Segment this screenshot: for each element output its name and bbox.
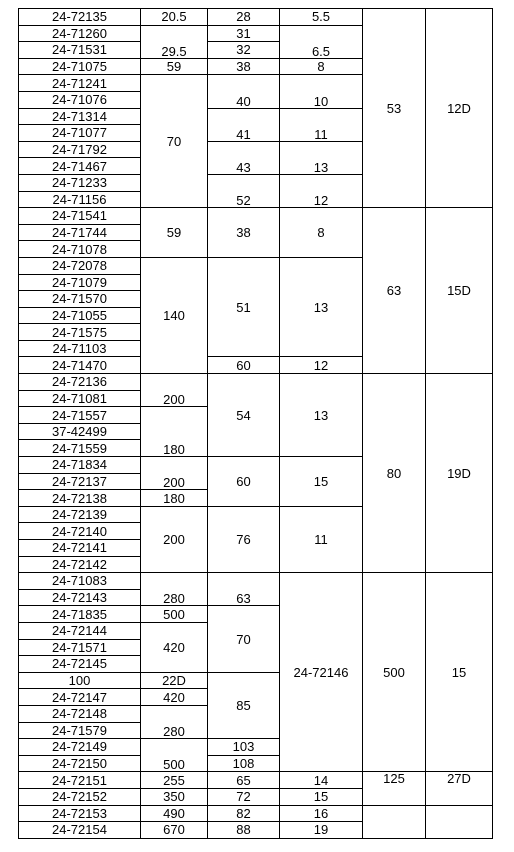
part-number: 24-71314 — [19, 108, 141, 125]
col4-value: 15 — [280, 457, 363, 507]
col6-value: 15 — [426, 573, 493, 772]
col2-value: 350 — [141, 788, 208, 805]
part-number: 24-71077 — [19, 125, 141, 142]
part-number: 24-71834 — [19, 457, 141, 474]
col3-value: 70 — [208, 606, 280, 672]
col4-value: 24-72146 — [280, 573, 363, 772]
part-number: 24-71570 — [19, 291, 141, 308]
part-number: 24-72150 — [19, 755, 141, 772]
empty-cell — [363, 805, 426, 838]
col4-value: 12 — [280, 357, 363, 374]
col4-value: 13 — [280, 257, 363, 357]
col5-value: 53 — [363, 9, 426, 208]
part-number: 24-72147 — [19, 689, 141, 706]
part-number: 100 — [19, 672, 141, 689]
col4-value: 6.5 — [280, 25, 363, 58]
table-row — [19, 573, 493, 590]
col3-value: 103 — [208, 739, 280, 756]
part-number: 24-72138 — [19, 490, 141, 507]
col4-value: 12 — [280, 174, 363, 207]
col2-value: 255 — [141, 772, 208, 789]
part-number: 24-71076 — [19, 91, 141, 108]
table-row — [19, 208, 493, 225]
part-number: 24-71541 — [19, 208, 141, 225]
col2-value: 29.5 — [141, 25, 208, 58]
col4-value: 11 — [280, 506, 363, 572]
col5-value: 125 — [363, 772, 426, 805]
part-number: 24-71260 — [19, 25, 141, 42]
part-number: 24-72148 — [19, 705, 141, 722]
col3-value: 60 — [208, 457, 280, 507]
part-number: 24-72143 — [19, 589, 141, 606]
col2-value: 180 — [141, 490, 208, 507]
part-number: 24-71156 — [19, 191, 141, 208]
part-number: 24-72144 — [19, 622, 141, 639]
col6-value: 12D — [426, 9, 493, 208]
col4-value: 19 — [280, 822, 363, 839]
part-number: 24-71075 — [19, 58, 141, 75]
col4-value: 13 — [280, 374, 363, 457]
part-number: 24-71792 — [19, 141, 141, 158]
part-number: 24-71055 — [19, 307, 141, 324]
col6-value: 15D — [426, 208, 493, 374]
part-number: 24-72078 — [19, 257, 141, 274]
table-row — [19, 9, 493, 26]
col3-value: 88 — [208, 822, 280, 839]
col3-value: 82 — [208, 805, 280, 822]
part-number: 24-71559 — [19, 440, 141, 457]
part-number: 24-71079 — [19, 274, 141, 291]
col2-value: 500 — [141, 739, 208, 772]
part-number: 24-71078 — [19, 241, 141, 258]
col2-value: 140 — [141, 257, 208, 373]
part-number: 24-71083 — [19, 573, 141, 590]
part-number: 24-72135 — [19, 9, 141, 26]
col3-value: 63 — [208, 573, 280, 606]
col3-value: 41 — [208, 108, 280, 141]
col2-value: 280 — [141, 573, 208, 606]
col2-value: 22D — [141, 672, 208, 689]
col5-value: 500 — [363, 573, 426, 772]
table-row — [19, 772, 493, 789]
col3-value: 76 — [208, 506, 280, 572]
part-number: 24-72136 — [19, 374, 141, 391]
col2-value: 500 — [141, 606, 208, 623]
col3-value: 31 — [208, 25, 280, 42]
part-number: 24-72139 — [19, 506, 141, 523]
part-number: 24-72152 — [19, 788, 141, 805]
part-number: 24-71081 — [19, 390, 141, 407]
part-number: 24-71470 — [19, 357, 141, 374]
col4-value: 14 — [280, 772, 363, 789]
table-row — [19, 805, 493, 822]
col2-value: 200 — [141, 506, 208, 572]
part-number: 24-71233 — [19, 174, 141, 191]
part-number: 24-72140 — [19, 523, 141, 540]
col3-value: 32 — [208, 42, 280, 59]
col3-value: 40 — [208, 75, 280, 108]
col4-value: 8 — [280, 208, 363, 258]
part-number: 24-71557 — [19, 407, 141, 424]
col3-value: 108 — [208, 755, 280, 772]
part-number: 24-72141 — [19, 540, 141, 557]
part-number: 24-71571 — [19, 639, 141, 656]
col3-value: 43 — [208, 141, 280, 174]
part-number: 24-71579 — [19, 722, 141, 739]
col2-value: 59 — [141, 58, 208, 75]
col3-value: 60 — [208, 357, 280, 374]
part-number: 24-71744 — [19, 224, 141, 241]
part-number: 24-71531 — [19, 42, 141, 59]
col2-value: 420 — [141, 622, 208, 672]
col5-value: 80 — [363, 374, 426, 573]
col2-value: 420 — [141, 689, 208, 706]
col2-value: 200 — [141, 374, 208, 407]
part-number: 24-71835 — [19, 606, 141, 623]
col3-value: 72 — [208, 788, 280, 805]
col4-value: 8 — [280, 58, 363, 75]
empty-cell — [426, 805, 493, 838]
col3-value: 28 — [208, 9, 280, 26]
part-number: 24-71467 — [19, 158, 141, 175]
col3-value: 51 — [208, 257, 280, 357]
part-number: 24-72137 — [19, 473, 141, 490]
col4-value: 13 — [280, 141, 363, 174]
part-number: 24-71241 — [19, 75, 141, 92]
col2-value: 59 — [141, 208, 208, 258]
col4-value: 16 — [280, 805, 363, 822]
col3-value: 85 — [208, 672, 280, 738]
part-number: 37-42499 — [19, 423, 141, 440]
col6-value: 19D — [426, 374, 493, 573]
table-row — [19, 374, 493, 391]
col2-value: 200 — [141, 457, 208, 490]
col2-value: 280 — [141, 705, 208, 738]
col6-value: 27D — [426, 772, 493, 805]
col3-value: 65 — [208, 772, 280, 789]
col2-value: 70 — [141, 75, 208, 208]
part-number: 24-72142 — [19, 556, 141, 573]
part-number: 24-71103 — [19, 340, 141, 357]
col4-value: 15 — [280, 788, 363, 805]
part-number: 24-72145 — [19, 656, 141, 673]
part-number: 24-72153 — [19, 805, 141, 822]
col3-value: 54 — [208, 374, 280, 457]
col3-value: 38 — [208, 208, 280, 258]
part-number: 24-71575 — [19, 324, 141, 341]
col3-value: 38 — [208, 58, 280, 75]
col2-value: 490 — [141, 805, 208, 822]
part-number: 24-72149 — [19, 739, 141, 756]
col2-value: 20.5 — [141, 9, 208, 26]
col5-value: 63 — [363, 208, 426, 374]
col4-value: 5.5 — [280, 9, 363, 26]
col4-value: 10 — [280, 75, 363, 108]
part-number: 24-72151 — [19, 772, 141, 789]
col3-value: 52 — [208, 174, 280, 207]
col4-value: 11 — [280, 108, 363, 141]
part-number: 24-72154 — [19, 822, 141, 839]
spec-table — [18, 8, 493, 839]
col2-value: 180 — [141, 407, 208, 457]
col2-value: 670 — [141, 822, 208, 839]
